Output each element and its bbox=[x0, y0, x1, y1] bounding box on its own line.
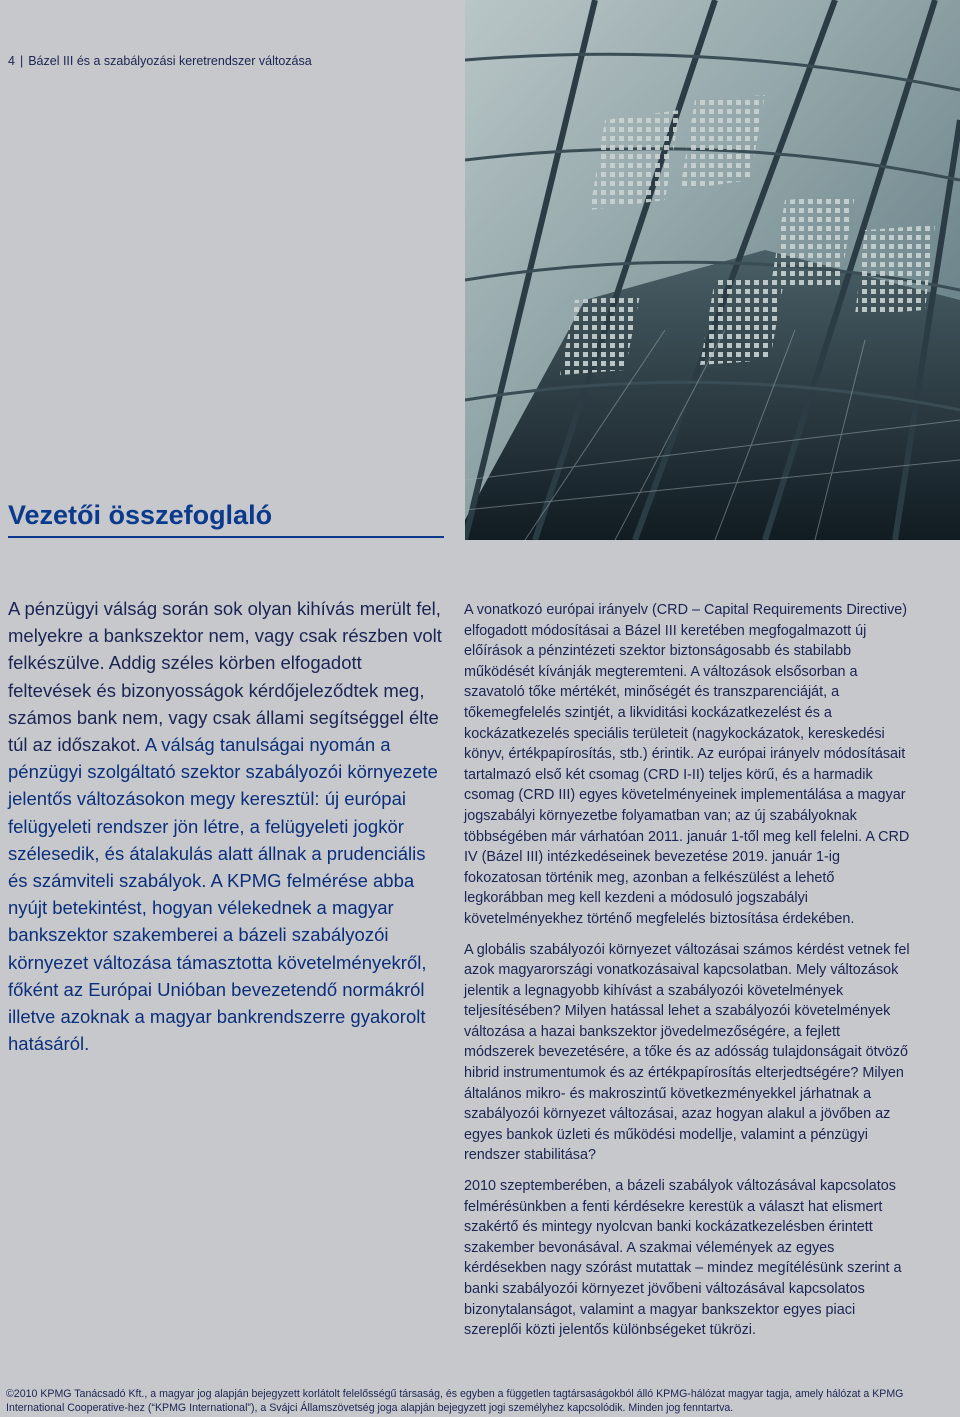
section-title: Vezetői összefoglaló bbox=[8, 500, 444, 538]
running-title: Bázel III és a szabályozási keretrendszer változása bbox=[28, 54, 312, 68]
page-header bbox=[8, 54, 312, 68]
page-number: 4 bbox=[8, 54, 15, 68]
body-paragraph-3: 2010 szeptemberében, a bázeli szabályok változásával kapcsolatos felmérésünkben a fenti kérdésekre kerestük a választ hat elismert szakértő és mintegy nyolcvan banki kockázatkezelésben érintett szakember bevonásával. A szakmai vélemények az egyes kérdésekben nagy szórást mutattak – mindez megítélésünk szerint a banki szabályozói környezet jövőbeni változásával kapcsolatos bizonytalanságot, valamint a magyar bankszektor egyes piaci szereplői közti jelentős különbségeket tükrözi. bbox=[464, 1178, 902, 1339]
lead-summary: A válság tanulságai nyomán a pénzügyi szolgáltató szektor szabályozói környezete jelentős változásokon megy keresztül: új európai felügyeleti rendszer jön létre, a felügyeleti jogkör szélesedik, és átalakulás alatt állnak a prudenciális és számviteli szabályok. A KPMG felmérése abba nyújt betekintést, hogyan vélekednek a magyar bankszektor szakemberei a bázeli szabályozói környezet változása támasztotta követelményekről, főként az Európai Unióban bevezetendő normákról illetve azoknak a magyar bankrendszerre gyakorolt hatásáról. bbox=[8, 734, 438, 1055]
header-separator: | bbox=[19, 54, 24, 68]
copyright-footer: ©2010 KPMG Tanácsadó Kft., a magyar jog alapján bejegyzett korlátolt felelősségű társaság, és egyben a független tagtársaságokból álló KPMG-hálózat magyar tagja, amely hálózat a KPMG International Cooperative-hez (“KPMG International”), a Svájci Államszövetség joga alapján bejegyzett jogi személyhez kapcsolódik. Minden jog fenntartva. bbox=[6, 1388, 904, 1414]
lead-paragraph bbox=[8, 595, 448, 1057]
body-paragraph-2: A globális szabályozói környezet változásai számos kérdést vetnek fel azok magyarországi vonatkozásaival kapcsolatban. Mely változások jelentik a legnagyobb kihívást a szabályozói követelmények teljesítésében? Milyen hatással lehet a szabályozói követelmények változása a hazai bankszektor jövedelmezőségére, a fejlett módszerek bevezetésére, a tőke és az adósság tulajdonságait ötvöző hibrid instrumentumok és az értékpapírosítás elterjedtségére? Milyen általános mikro- és makroszintű következményekkel járhatnak a szabályozói környezet változásai, azaz hogyan alakul a jövőben az egyes bankok üzleti és működési modellje, valamint a pénzügyi rendszer stabilitása? bbox=[464, 941, 910, 1164]
lead-intro: A pénzügyi válság során sok olyan kihívás merült fel, melyekre a bankszektor nem, vagy csak részben volt felkészülve. Addig széles körben elfogadott feltevések és bizonyosságok kérdőjeleződtek meg, számos bank nem, vagy csak állami segítséggel élte túl az időszakot. bbox=[8, 598, 442, 756]
body-paragraph-1: A vonatkozó európai irányelv (CRD – Capital Requirements Directive) elfogadott módosításai a Bázel III keretében megfogalmazott új előírások a pénzintézeti szektor biztonságosabb és stabilabb működését kívánják megteremteni. A változások elsősorban a szavatoló tőke mértékét, minőségét és transzparenciáját, a tőkemegfelelés szintjét, a likviditási kockázatkezelést és a kockázatkezelés speciális területeit (nagykockázatok, kereskedési könyv, értékpapírosítás, stb.) érintik. Az európai irányelv módosításait tartalmazó első két csomag (CRD I-II) teljes körű, és a harmadik csomag (CRD III) egyes követelményeinek implementálása a magyar jogszabályi környezetbe folyamatban van; az új szabályoknak többségében már várhatóan 2011. január 1-től meg kell felelni. A CRD IV (Bázel III) intézkedéseinek bevezetése 2019. január 1-ig fokozatosan történik meg, azonban a felkészülést a lehető legkorábban meg kell kezdeni a módosuló jogszabályi követelményekhez történő megfelelés biztosítása érdekében. bbox=[464, 602, 910, 927]
architecture-photo bbox=[465, 0, 960, 540]
body-column bbox=[464, 600, 914, 1351]
